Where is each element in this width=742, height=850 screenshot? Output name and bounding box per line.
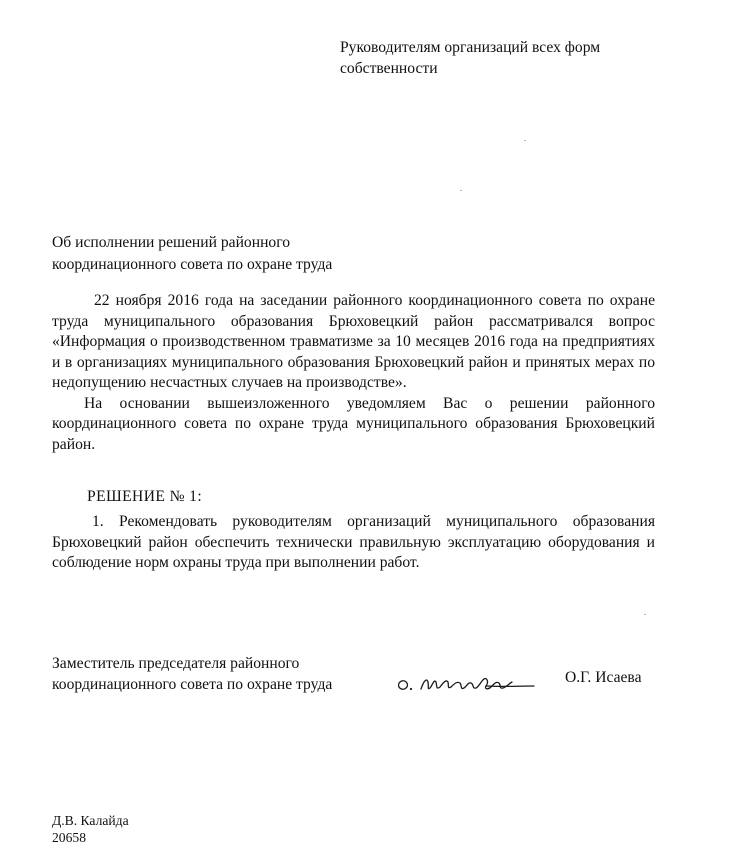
executor-name: Д.В. Калайда <box>52 813 129 828</box>
scan-speck <box>460 190 462 191</box>
addressee-line-2: собственности <box>340 60 438 77</box>
handwritten-signature <box>394 662 544 696</box>
decision-item-1: 1. Рекомендовать руководителям организаций муниципального образования Брюховецкий район обеспечить технически правильную эксплуатацию оборудования и соблюдение норм охраны труда при выполнении работ. <box>52 513 655 571</box>
signatory-name: О.Г. Исаева <box>565 669 642 686</box>
body-paragraph-2: На основании вышеизложенного уведомляем Вас о решении районного координационного совета по охране труда муниципального образования Брюховецкий район. <box>52 394 655 453</box>
addressee-block <box>340 37 660 79</box>
addressee-line-1: Руководителям организаций всех форм <box>340 39 601 56</box>
signatory-title-line-2: координационного совета по охране труда <box>52 676 333 693</box>
signatory-title <box>52 653 392 695</box>
decision-heading: РЕШЕНИЕ № 1: <box>87 488 203 505</box>
subject-block <box>52 232 412 276</box>
signatory-title-line-1: Заместитель председателя районного <box>52 655 300 672</box>
executor-phone: 20658 <box>52 830 86 845</box>
subject-line-1: Об исполнении решений районного <box>52 234 291 251</box>
executor-block <box>52 812 129 846</box>
subject-line-2: координационного совета по охране труда <box>52 256 333 273</box>
scan-speck <box>644 614 646 615</box>
scan-speck <box>524 140 526 141</box>
letter-body <box>52 291 655 455</box>
body-paragraph-1: 22 ноября 2016 года на заседании районного координационного совета по охране труда муниципального образования Брюховецкий район рассматривался вопрос «Информация о производственном травматизме за 10 месяцев 2016 года на предприятиях и в организациях муниципального образования Брюховецкий район и принятых мерах по недопущению несчастных случаев на производстве». <box>52 292 655 391</box>
